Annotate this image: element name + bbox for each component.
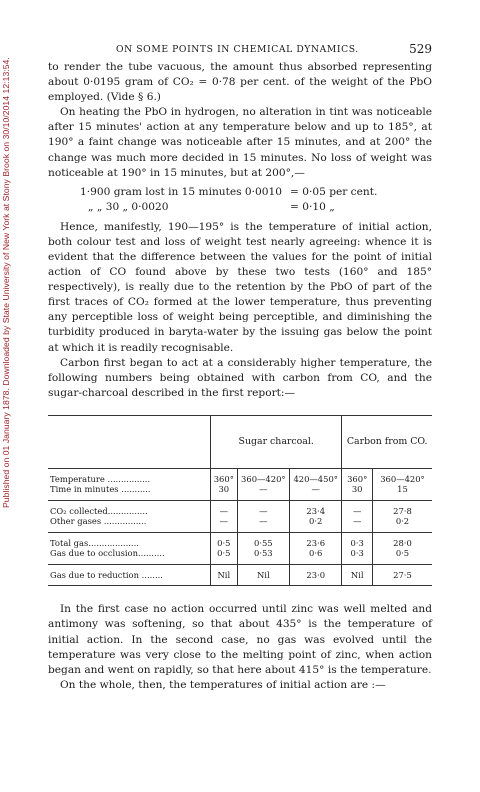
page-number: 529 xyxy=(409,42,432,56)
table-cell: 360° xyxy=(347,473,368,484)
page-body xyxy=(48,38,432,693)
row-label: CO₂ collected............... xyxy=(50,505,148,516)
table-cell: 360—420° xyxy=(380,473,425,484)
table-cell-column xyxy=(237,564,289,586)
table-cell: 23·6 xyxy=(306,537,326,548)
table-cell: 0·3 xyxy=(350,548,364,559)
table-cell-column xyxy=(372,532,432,564)
table-header-row xyxy=(48,415,432,468)
table-cell: 0·5 xyxy=(217,537,231,548)
table-cell-column xyxy=(237,468,289,500)
weight-loss-lines xyxy=(48,185,432,215)
table-cell-column xyxy=(290,468,342,500)
table-cell: Nil xyxy=(256,569,270,580)
table-cell: Nil xyxy=(350,569,364,580)
table-cell: Nil xyxy=(217,569,231,580)
weight-loss-line-2 xyxy=(48,200,432,215)
row-label: Gas due to occlusion.......... xyxy=(50,548,165,559)
paragraph-4: Carbon first began to act at a considerably higher temperature, the following numbers being obtained with carbon from CO, and the sugar-charcoal described in the first report:— xyxy=(48,356,432,399)
table-cell-column xyxy=(342,564,373,586)
table-cell: — xyxy=(259,516,268,527)
table-cell-column xyxy=(342,532,373,564)
table-cell-column xyxy=(237,500,289,532)
row-label: Other gases ................ xyxy=(50,516,147,527)
table-cell-column xyxy=(237,532,289,564)
table-row-group xyxy=(48,500,432,532)
table-row-group xyxy=(48,468,432,500)
table-cell: — xyxy=(311,484,320,495)
paragraph-2: On heating the PbO in hydrogen, no alteration in tint was noticeable after 15 minutes' action at any temperature below and up to 185°, at 190° a faint change was noticeable after 15 minutes, and at 200° the change was much more decided in 15 minutes. No loss of weight was noticeable at 190° in 15 minutes, but at 200°,— xyxy=(48,106,432,179)
table-cell: 30 xyxy=(351,484,363,495)
paragraph-1: to render the tube vacuous, the amount thus absorbed representing about 0·0195 gram of CO₂ = 0·78 per cent. of the weight of the PbO employed. (Vide § 6.) xyxy=(48,61,432,104)
table-cell: 0·55 xyxy=(253,537,273,548)
table-cell: — xyxy=(259,484,268,495)
table-cell: 360° xyxy=(213,473,234,484)
table-cell-column xyxy=(372,500,432,532)
table-cell: — xyxy=(259,505,268,516)
table-cell: — xyxy=(352,516,362,527)
table-cell-column xyxy=(290,564,342,586)
table-cell: 27·5 xyxy=(393,569,412,580)
table-cell: 0·6 xyxy=(309,548,323,559)
table-cell: 30 xyxy=(218,484,230,495)
row-labels xyxy=(48,532,211,564)
carbon-action-table xyxy=(48,415,432,587)
running-header xyxy=(48,38,432,60)
table-cell: 27·8 xyxy=(393,505,412,516)
table-cell: — xyxy=(219,516,228,527)
table-cell: 0·5 xyxy=(217,548,231,559)
table-cell: 360—420° xyxy=(241,473,286,484)
row-label: Gas due to reduction ........ xyxy=(50,569,163,580)
closing-paragraphs xyxy=(48,602,432,693)
table-cell: 0·53 xyxy=(253,548,273,559)
table-cell: — xyxy=(352,505,362,516)
table-cell: — xyxy=(219,505,228,516)
table-cell-column xyxy=(211,564,238,586)
running-title: ON SOME POINTS IN CHEMICAL DYNAMICS. xyxy=(116,44,359,55)
weight-loss-result: = 0·05 per cent. xyxy=(290,185,378,198)
table-cell: 420—450° xyxy=(293,473,338,484)
table-header-carbon-from-co: Carbon from CO. xyxy=(342,415,432,468)
table-cell-column xyxy=(211,468,238,500)
table-cell: 23·0 xyxy=(306,569,326,580)
row-label: Time in minutes ........... xyxy=(50,484,151,495)
table-cell-column xyxy=(372,564,432,586)
row-label: Total gas................... xyxy=(50,537,139,548)
table-cell: 0·3 xyxy=(350,537,364,548)
table-cell-column xyxy=(211,500,238,532)
table-header-sugar-charcoal: Sugar charcoal. xyxy=(211,415,342,468)
row-labels xyxy=(48,500,211,532)
table-cell: 0·5 xyxy=(395,548,410,559)
weight-loss-text: 1·900 gram lost in 15 minutes 0·0010 xyxy=(80,185,283,198)
weight-loss-text: „ „ 30 „ 0·0020 xyxy=(88,200,169,213)
paragraph-6: On the whole, then, the temperatures of initial action are :— xyxy=(60,678,386,691)
table-cell: 0·2 xyxy=(309,516,323,527)
table-cell: 15 xyxy=(397,484,408,495)
table-body xyxy=(48,468,432,586)
table-cell: 0·2 xyxy=(395,516,410,527)
table-row-group xyxy=(48,564,432,586)
weight-loss-line-1 xyxy=(48,185,432,200)
table-cell: 23·4 xyxy=(306,505,326,516)
row-labels xyxy=(48,564,211,586)
download-watermark: Published on 01 January 1878. Downloaded by State University of New York at Stony Brook on 30/10/2014 12:13:54. xyxy=(1,57,11,508)
table-cell-column xyxy=(211,532,238,564)
row-label: Temperature ................ xyxy=(50,473,151,484)
weight-loss-result: = 0·10 „ xyxy=(290,200,335,213)
row-labels xyxy=(48,468,211,500)
table-cell-column xyxy=(342,468,373,500)
table-cell-column xyxy=(290,532,342,564)
paragraph-3: Hence, manifestly, 190—195° is the temperature of initial action, both colour test and loss of weight test nearly agreeing: whence it is evident that the difference between the values for the point of initial action of CO found above by these two tests (160° and 185° respectively), is really due to the retention by the PbO of part of the first traces of CO₂ formed at the lower temperature, thus preventing any perceptible loss of weight being perceptible, and diminishing the turbidity produced in baryta-water by the issuing gas below the point at which it is readily recognisable. xyxy=(48,220,432,354)
table-cell-column xyxy=(372,468,432,500)
table-cell-column xyxy=(342,500,373,532)
table-row-group xyxy=(48,532,432,564)
table-header-blank xyxy=(48,415,211,468)
table-cell: 28·0 xyxy=(393,537,412,548)
table-cell-column xyxy=(290,500,342,532)
paragraph-5: In the first case no action occurred until zinc was well melted and antimony was softening, so that about 435° is the temperature of initial action. In the second case, no gas was evolved until the temperature was very close to the melting point of zinc, when action began and went on rapidly, so that here about 415° is the temperature. xyxy=(48,603,432,676)
